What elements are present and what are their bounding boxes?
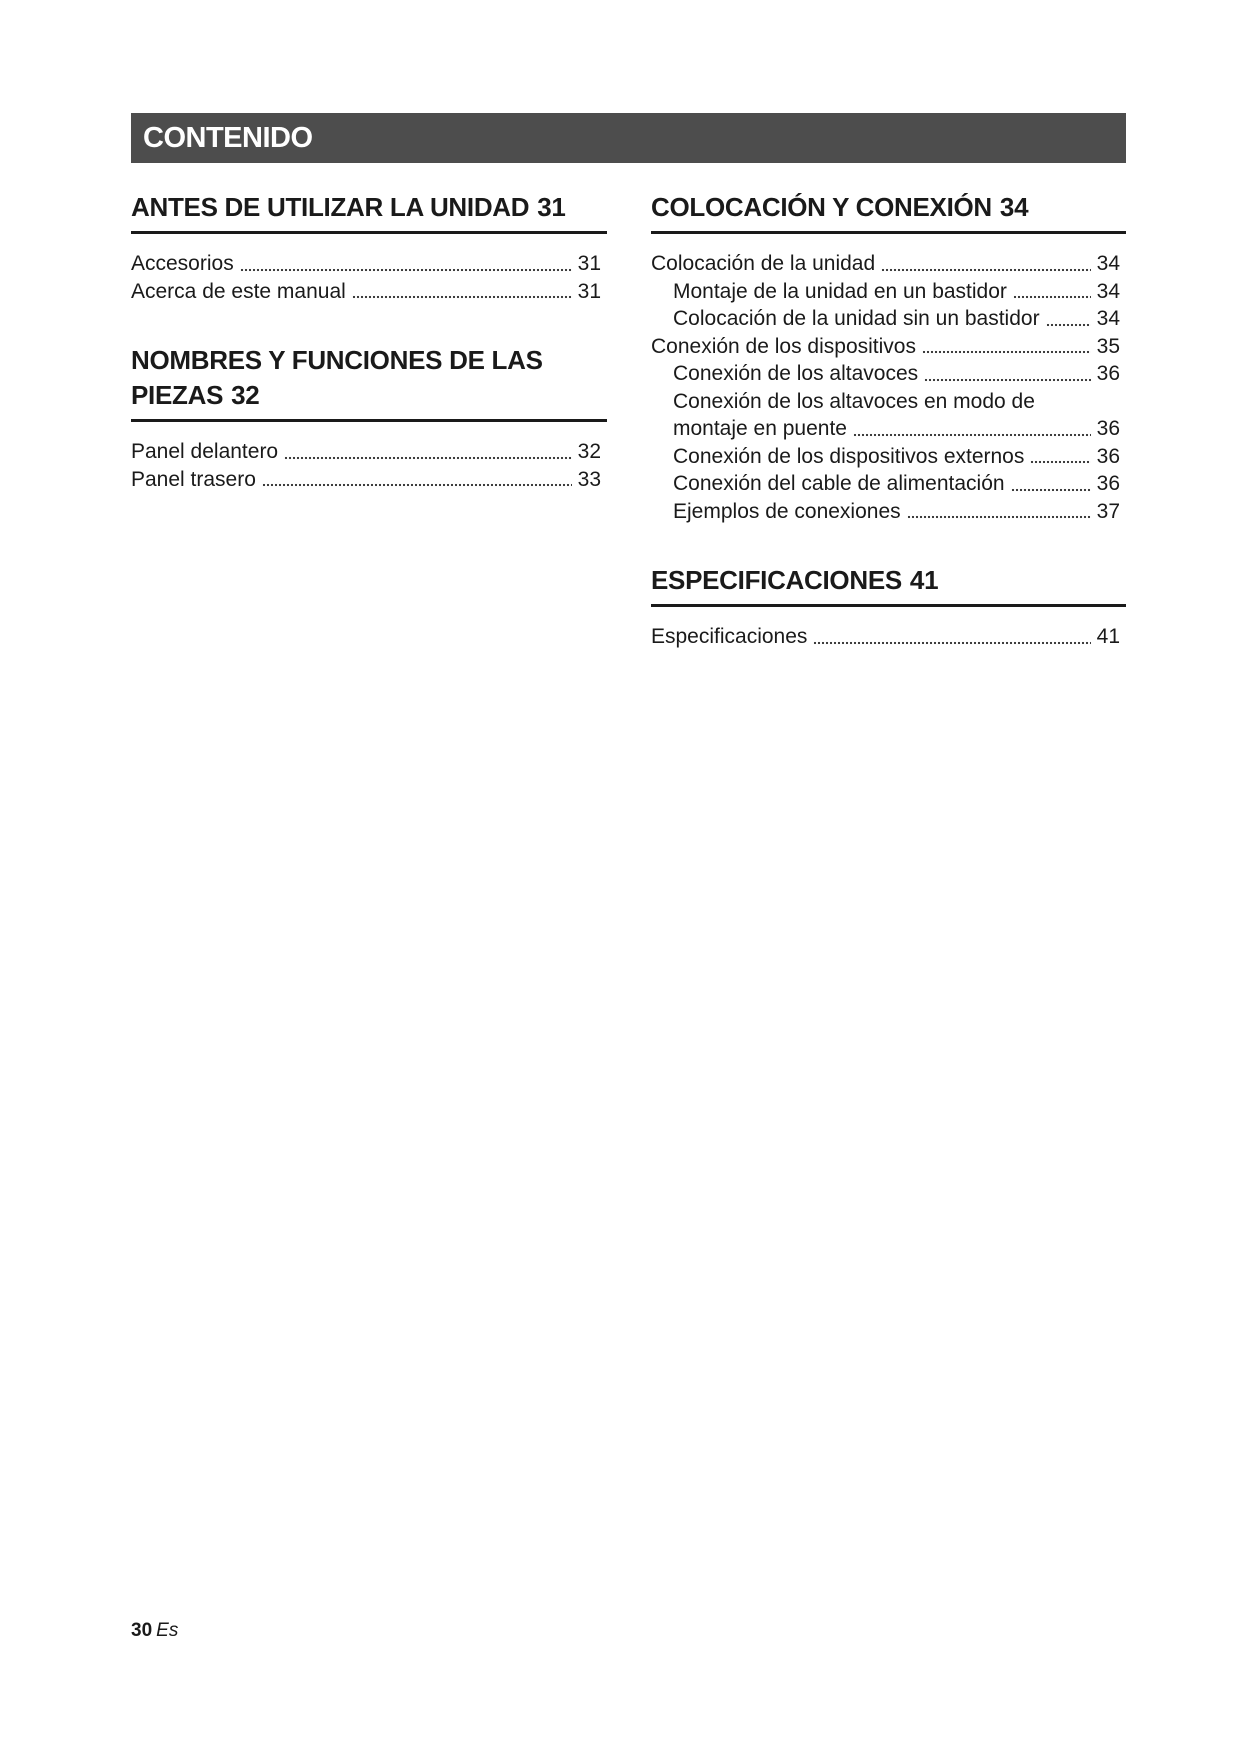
dot-leader [1013,295,1091,299]
dot-leader [262,483,572,487]
entry-title: Conexión de los dispositivos externos [673,444,1025,468]
dot-leader [1046,323,1091,327]
entry-title: Colocación de la unidad [651,252,876,275]
toc-subentry[interactable] [651,443,1126,471]
dot-leader [881,268,1090,272]
entry-page-number: 36 [1096,444,1120,468]
dot-leader [922,350,1091,354]
toc-section [651,563,1126,651]
toc-subentry[interactable] [651,470,1126,498]
entry-title: Panel delantero [131,440,279,463]
entry-page-number: 36 [1096,417,1120,440]
entry-page-number: 35 [1096,334,1120,358]
footer-language: Es [156,1620,179,1641]
entry-title: Conexión del cable de alimentación [673,472,1005,495]
dot-leader [813,641,1090,645]
entry-page-number: 31 [577,279,601,303]
entry-page-number: 31 [577,252,601,275]
toc-right-column [651,190,1126,689]
entry-page-number: 36 [1096,362,1120,385]
entry-page-number: 36 [1096,472,1120,495]
contents-title: CONTENIDO [143,121,313,154]
section-page-number: 31 [537,192,566,222]
dot-leader [1011,488,1091,492]
toc-entry[interactable] [131,250,607,278]
page-footer [131,1620,178,1642]
dot-leader [284,456,572,460]
entry-title: Especificaciones [651,625,808,648]
dot-leader [924,378,1090,382]
toc-entry[interactable] [651,623,1126,651]
toc-entry[interactable] [131,466,607,494]
section-page-number: 41 [909,565,939,595]
toc-subentry[interactable] [651,278,1126,306]
entry-page-number: 34 [1096,279,1120,303]
section-heading[interactable]: COLOCACIÓN Y CONEXIÓN 34 [651,190,1126,234]
section-heading[interactable]: NOMBRES Y FUNCIONES DE LAS PIEZAS 32 [131,343,607,422]
toc-entry[interactable] [651,333,1126,361]
entry-title: Accesorios [131,252,234,275]
entry-title: Montaje de la unidad en un bastidor [673,279,1007,303]
toc-subentry[interactable] [651,415,1126,443]
toc-entry[interactable] [131,438,607,466]
toc-subentry-first-line[interactable]: Conexión de los altavoces en modo de [673,389,1035,413]
entry-page-number: 34 [1096,252,1120,275]
entry-page-number: 37 [1096,499,1120,523]
dot-leader [352,295,572,299]
entry-page-number: 34 [1096,307,1120,330]
toc-left-column [131,190,607,531]
section-page-number: 32 [231,380,260,410]
toc-section [131,343,607,493]
entry-title: montaje en puente [673,417,847,440]
toc-entry[interactable] [131,278,607,306]
toc-subentry[interactable] [651,360,1126,388]
section-page-number: 34 [999,192,1029,222]
toc-entry[interactable] [651,250,1126,278]
entry-title: Acerca de este manual [131,279,346,303]
section-heading[interactable]: ESPECIFICACIONES 41 [651,563,1126,607]
entry-title: Conexión de los altavoces [673,362,919,385]
entry-title: Ejemplos de conexiones [673,499,901,523]
entry-title: Colocación de la unidad sin un bastidor [673,307,1040,330]
toc-section [131,190,607,305]
section-heading[interactable]: ANTES DE UTILIZAR LA UNIDAD 31 [131,190,607,234]
toc-subentry[interactable] [651,305,1126,333]
dot-leader [853,433,1091,437]
dot-leader [1030,460,1090,464]
toc-subentry[interactable] [651,498,1126,526]
footer-page-number: 30 [131,1620,153,1641]
dot-leader [907,515,1091,519]
entry-page-number: 32 [577,440,601,463]
entry-page-number: 33 [577,467,601,491]
entry-page-number: 41 [1096,625,1120,648]
entry-title: Conexión de los dispositivos [651,334,916,358]
contents-banner [131,113,1126,163]
dot-leader [240,268,572,272]
entry-title: Panel trasero [131,467,256,491]
toc-section [651,190,1126,525]
